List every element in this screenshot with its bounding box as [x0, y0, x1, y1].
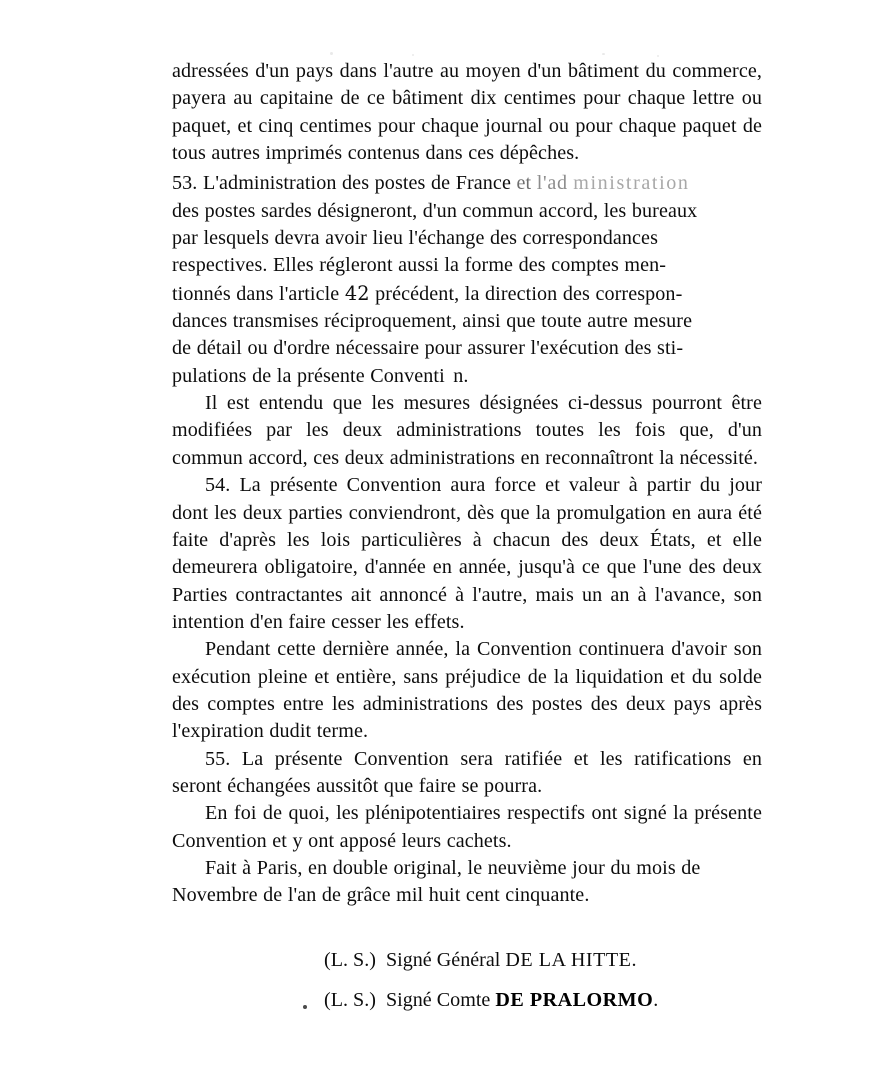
scan-fleck — [657, 55, 659, 57]
seal-marker: (L. S.) — [324, 949, 376, 971]
seal-marker: (L. S.) — [324, 989, 376, 1011]
paragraph-dateline: Fait à Paris, en double original, le neuvième jour du mois de Novembre de l'an de grâce mil huit cent cinquante. — [172, 856, 701, 907]
paragraph-article-54: 54. La présente Convention aura force et valeur à partir du jour dont les deux parties conviendront, dès que la promulgation en aura été faite d'après les lois particulières à chacun des deux États, et elle demeurera obligatoire, d'année en année, jusqu'à ce que l'une des deux Parties contractantes ait annoncé à l'autre, mais un an à l'avance, son intention d'en faire cesser les effets. — [172, 474, 762, 633]
article-53-line-5: tionnés dans l'article 42 précédent, la direction des correspon- — [172, 281, 683, 305]
article-53-line-7: de détail ou d'ordre nécessaire pour assurer l'exécution des sti- — [172, 337, 684, 360]
article-reference-number: 42 — [344, 281, 370, 305]
signatory-name: DE PRALORMO — [495, 989, 654, 1011]
article-53-line-2: des postes sardes désigneront, d'un commun accord, les bureaux — [172, 199, 698, 222]
signature-block — [172, 947, 762, 1047]
ink-speck — [303, 1005, 307, 1009]
scan-fleck — [330, 52, 333, 55]
signature-terminator: . — [653, 989, 659, 1011]
article-53-faded-b: l'ad — [536, 172, 568, 195]
paragraph-article-53 — [172, 170, 762, 390]
signature-de-pralormo — [324, 987, 658, 1014]
signature-de-la-hitte — [324, 947, 636, 974]
signature-title: Comte — [436, 989, 491, 1011]
article-53-line-8: pulations de la présente Conventi n. — [172, 364, 469, 387]
article-53-faded-c: ministration — [573, 172, 690, 195]
signature-verb: Signé — [385, 989, 432, 1011]
paragraph-article-55: 55. La présente Convention sera ratifiée et les ratifications en seront échangées aussitôt que faire se pourra. — [172, 747, 762, 797]
article-53-head: 53. L'administration des postes de France — [172, 172, 517, 195]
article-53-line-1 — [172, 170, 762, 197]
scan-fleck — [412, 54, 414, 56]
signature-title: Général — [436, 949, 501, 971]
paragraph-pendant-cette-derniere-annee: Pendant cette dernière année, la Convention continuera d'avoir son exécution pleine et entière, sans préjudice de la liquidation et du solde des comptes entre les administrations des postes des deux pays après l'expiration dudit terme. — [172, 638, 762, 743]
signature-verb: Signé — [385, 949, 432, 971]
paragraph-continuation: adressées d'un pays dans l'autre au moyen d'un bâtiment du commerce, payera au capitaine de ce bâtiment dix centimes pour chaque lettre ou paquet, et cinq centimes pour chaque journal ou pour chaque paquet de tous autres imprimés contenus dans ces dépêches. — [172, 60, 762, 165]
paragraph-il-est-entendu: Il est entendu que les mesures désignées ci-dessus pourront être modifiées par les deux administrations toutes les fois que, d'un commun accord, ces deux administrations en reconnaîtront la nécessité. — [172, 392, 762, 469]
article-53-faded-a: et — [516, 172, 532, 195]
article-53-line-6: dances transmises réciproquement, ainsi que toute autre mesure — [172, 310, 693, 333]
signatory-name: DE LA HITTE — [505, 949, 632, 971]
text-column — [172, 58, 762, 910]
article-53-line-3: par lesquels devra avoir lieu l'échange des correspondances — [172, 227, 658, 250]
scan-fleck — [602, 53, 605, 55]
signature-terminator: . — [631, 949, 637, 971]
paragraph-en-foi-de-quoi: En foi de quoi, les plénipotentiaires respectifs ont signé la présente Convention et y ont apposé leurs cachets. — [172, 802, 762, 852]
article-53-line-4: respectives. Elles régleront aussi la forme des comptes men- — [172, 254, 667, 277]
